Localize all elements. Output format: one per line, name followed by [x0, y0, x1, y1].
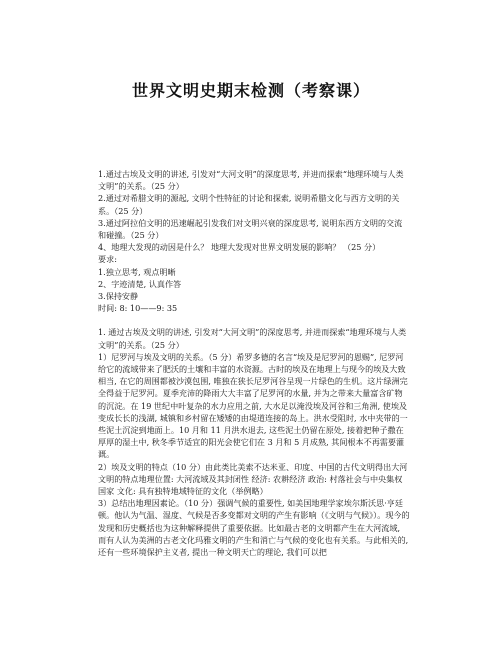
- answer-heading: 1. 通过古埃及文明的讲述, 引发对“大河文明”的深度思考, 并进而探索“地理环境与人类文明”的关系。（25 分）: [98, 327, 407, 350]
- answer-paragraph-3: 3）总结出地理因素论。（10 分）强调气候的重要性, 如美国地理学家埃尔斯沃思·亨廷顿。他认为气温、湿度、气候是否多变都对文明的产生有影响（《文明与气候》）。现今的发现和历史概括也为这种解释提供了重要依据。比如最古老的文明都产生在大河流域, 而有人认为美洲的古老文化玛雅文明的产生和消亡与气候的变化也有关系。与此相关的, 还有一些环境保护主义者, 提出一种文明天亡的理论, 我们可以把: [98, 498, 410, 558]
- section-spacer: [98, 314, 410, 326]
- answer-paragraph-1: 1）尼罗河与埃及文明的关系。（5 分）希罗多德的名言“埃及是尼罗河的恩赐”, 尼罗河给它的流域带来了肥沃的土壤和丰富的水资源。古时的埃及在地理上与现今的埃及大致相当, 在它的周围都被沙漠包围, 唯独在狭长尼罗河谷呈现一片绿色的生机。这片绿洲完全得益于尼罗河。夏季充沛的降雨大大丰富了尼罗河的水量, 并为之带来大量富含矿物的沉淀。在 19 世纪中叶复杂的水力应用之前, 大水足以淹没埃及河谷和三角洲, 使埃及变成长长的浅湖, 城镇和乡村留在矮矮的由堤道连接的岛上。洪水受阻时, 水中夹带的一些泥土沉淀到地面上。10 月和 11 月洪水退去, 这些泥土仍留在原处, 接着把种子撒在厚厚的湿土中, 秋冬季节适宜的阳光会使它们在 3 月和 5 月成熟, 其间根本不再需要灌溉。: [98, 351, 408, 460]
- document-title: 世界文明史期末检测（考察课）: [131, 81, 370, 100]
- requirement-3: 3.保持安静: [98, 291, 139, 302]
- answer-paragraph-2: 2）埃及文明的特点（10 分）由此类比美索不达米亚、印度、中国的古代文明得出大河文明的特点地理位置: 大河流域及其封闭性 经济: 农耕经济 政治: 村落社会与中央集权国家 文化: 具有独特地域特征的文化（举例略）: [98, 461, 408, 497]
- document-body: [98, 168, 410, 558]
- question-2: 2.通过对希腊文明的源起, 文明个性特征的讨论和探索, 说明希腊文化与西方文明的关系。（25 分）: [98, 193, 400, 216]
- exam-time: 时间: 8: 10——9: 35: [98, 303, 178, 314]
- question-1: 1.通过古埃及文明的讲述, 引发对“大河文明”的深度思考, 并进而探索“地理环境与人类文明”的关系。（25 分）: [98, 169, 404, 192]
- question-3: 3.通过阿拉伯文明的迅速崛起引发我们对文明兴衰的深度思考, 说明东西方文明的交流和碰撞。（25 分）: [98, 217, 403, 241]
- requirement-1: 1.独立思考, 观点明晰: [98, 266, 176, 277]
- question-4: 4、地理大发现的动因是什么？ 地理大发现对世界文明发展的影响？ （25 分）: [98, 242, 381, 253]
- requirement-2: 2、字迹清楚, 认真作答: [98, 278, 182, 289]
- requirements-label: 要求:: [98, 254, 117, 265]
